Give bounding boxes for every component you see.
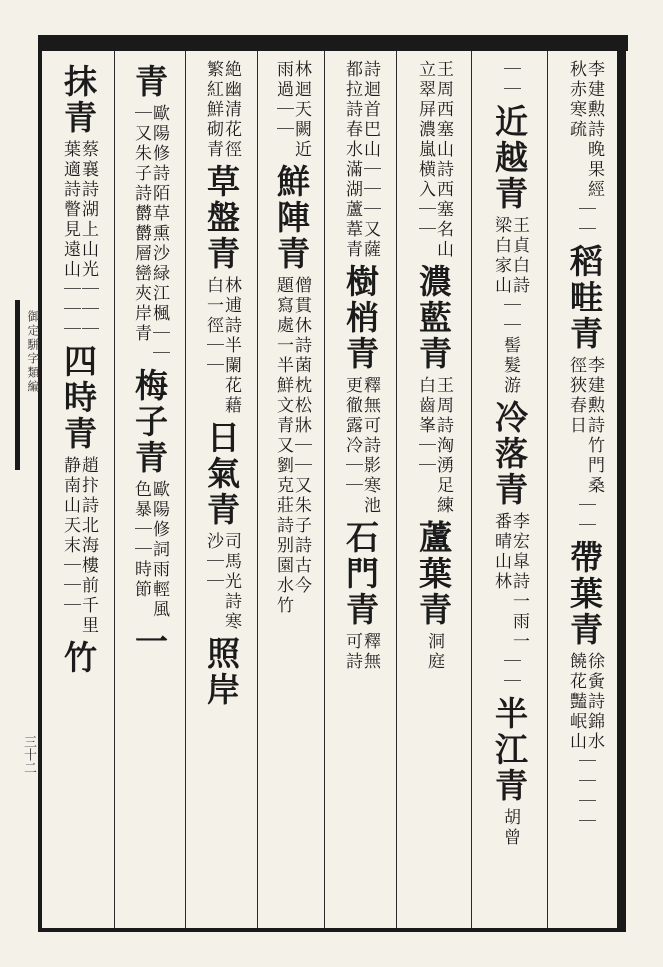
annotation-pair — [131, 480, 169, 620]
annotation-line: 饒花豔岷山 — [566, 652, 586, 752]
annotation-line: 林迴天闕近 — [291, 60, 311, 160]
annotation-line: 林逋詩半闌花藉 — [221, 276, 241, 416]
annotation-line: 繁紅鮮砌青 — [203, 60, 223, 160]
repeat-mark: ｜｜ — [575, 200, 595, 240]
text-column-6 — [202, 60, 241, 922]
repeat-mark: ｜｜ — [500, 60, 520, 100]
column-divider — [547, 51, 548, 928]
annotation-line: 葉適詩瞥見遠山｜｜｜ — [60, 140, 80, 340]
headword: 濃藍青 — [414, 264, 453, 372]
annotation-line: 雨過｜｜ — [273, 60, 293, 140]
annotation-line: 都拉詩春水滿湖蘆葦青 — [342, 60, 362, 260]
text-column-4 — [341, 60, 380, 922]
headword: 日氣青 — [202, 420, 241, 528]
annotation-line: 白一徑｜｜ — [203, 276, 223, 376]
annotation-line: 立翠屏濃嵐横入｜｜ — [415, 60, 435, 240]
annotation-line: 番晴山林 — [491, 512, 511, 592]
annotation-pair — [203, 60, 241, 160]
annotation-pair — [131, 104, 169, 364]
frame-right-border — [617, 35, 626, 932]
annotation-line: 釋無 — [360, 632, 380, 672]
annotation-pair — [491, 512, 529, 652]
annotation-line: 徐夤詩錦水 — [584, 652, 604, 752]
headword: 照岸 — [202, 636, 241, 708]
repeat-mark: ｜｜｜｜ — [575, 752, 595, 832]
headword: 竹 — [59, 640, 98, 676]
annotation-line: 更徹露冷｜｜ — [342, 376, 362, 496]
headword: 一 — [130, 624, 169, 660]
headword: 草盤青 — [202, 164, 241, 272]
annotation-line: 詩迴首巴山｜｜｜又薩 — [360, 60, 380, 260]
annotation-line: 色暴｜｜時節 — [131, 480, 151, 600]
repeat-mark: ｜｜ — [575, 496, 595, 536]
annotation-line: 王貞白詩 — [509, 216, 529, 296]
annotation-line: 司馬光詩寒 — [221, 532, 241, 632]
annotation-pair — [566, 356, 604, 496]
annotation-line: 歐陽修詩陌草熏沙緑江楓｜｜ — [149, 104, 169, 364]
annotation-line: 洞庭 — [424, 632, 444, 672]
column-divider — [114, 51, 115, 928]
annotation-line: 梁白家山 — [491, 216, 511, 296]
annotation-line: 蔡襄詩湖上山光｜｜｜ — [78, 140, 98, 340]
annotation-line: 王周詩洶湧足練 — [433, 376, 453, 516]
annotation-pair — [415, 60, 453, 260]
repeat-mark: ｜｜ — [500, 296, 520, 336]
annotation-line: 釋無可詩影寒池 — [360, 376, 380, 516]
spine-title: 御定駢字類編 — [26, 310, 40, 394]
annotation-line: 李建勲詩竹門桑 — [584, 356, 604, 496]
frame-bottom-border — [38, 928, 626, 932]
headword: 近越青 — [490, 104, 529, 212]
text-column-1 — [565, 60, 604, 922]
annotation-pair — [342, 60, 380, 260]
headword-continued: 青 — [130, 64, 169, 100]
annotation-pair — [273, 276, 311, 616]
headword: 冷落青 — [490, 400, 529, 508]
annotation-line: 李建勲詩晚果經 — [584, 60, 604, 200]
annotation-pair — [491, 216, 529, 296]
text-column-8 — [59, 60, 98, 922]
text-column-5 — [272, 60, 311, 922]
headword: 樹梢青 — [341, 264, 380, 372]
annotation-line: 静南山天末｜｜｜ — [60, 456, 80, 616]
annotation-line: 秋赤寒疏 — [566, 60, 586, 140]
annotation-line: 王周西塞山詩西塞名山 — [433, 60, 453, 260]
annotation-line: 歐陽修詞雨輕風 — [149, 480, 169, 620]
annotation-pair — [60, 140, 98, 340]
annotation-line: ｜又朱子詩欝欝層巒夾岸青 — [131, 104, 151, 344]
headword: 半江青 — [490, 696, 529, 804]
annotation-line: 絶幽清花徑 — [221, 60, 241, 160]
annotation-line: 可詩 — [342, 632, 362, 672]
annotation-pair — [203, 276, 241, 416]
headword: 蘆葉青 — [414, 520, 453, 628]
annotation-pair — [60, 456, 98, 636]
text-column-7 — [130, 60, 169, 922]
headword: 四時青 — [59, 344, 98, 452]
annotation-pair — [342, 376, 380, 516]
annotation-line: 僧貫休詩菌枕松牀｜｜又朱子詩古今 — [291, 276, 311, 596]
column-divider — [396, 51, 397, 928]
column-divider — [257, 51, 258, 928]
annotation-line: 李宏皐詩一雨一 — [509, 512, 529, 652]
annotation-line: 題寫處一半鮮文青又劉克莊詩别園水竹 — [273, 276, 293, 616]
annotation-line: 沙｜｜ — [203, 532, 223, 592]
annotation-line: 髻髮游 — [500, 336, 520, 396]
annotation-line: 趙抃詩北海樓前千里 — [78, 456, 98, 636]
annotation-line: 白齒峯｜｜ — [415, 376, 435, 476]
annotation-pair — [273, 60, 311, 160]
headword: 石門青 — [341, 520, 380, 628]
frame-top-border — [38, 35, 628, 51]
text-column-2 — [490, 60, 529, 922]
repeat-mark: ｜｜ — [500, 652, 520, 692]
margin-spine — [15, 300, 42, 470]
annotation-pair — [566, 652, 604, 752]
headword: 鮮陣青 — [272, 164, 311, 272]
annotation-pair — [342, 632, 380, 672]
column-divider — [185, 51, 186, 928]
annotation-pair — [415, 376, 453, 516]
annotation-pair — [566, 60, 604, 200]
column-divider — [324, 51, 325, 928]
frame-left-border — [38, 35, 42, 928]
leaf-number: 三十二 — [21, 735, 36, 774]
headword: 帶葉青 — [565, 540, 604, 648]
annotation-line: 胡曾 — [500, 808, 520, 848]
annotation-pair — [203, 532, 241, 632]
headword: 稻畦青 — [565, 244, 604, 352]
headword: 抹青 — [59, 64, 98, 136]
text-column-3 — [414, 60, 453, 922]
headword: 梅子青 — [130, 368, 169, 476]
column-divider — [471, 51, 472, 928]
annotation-line: 徑狹春日 — [566, 356, 586, 436]
